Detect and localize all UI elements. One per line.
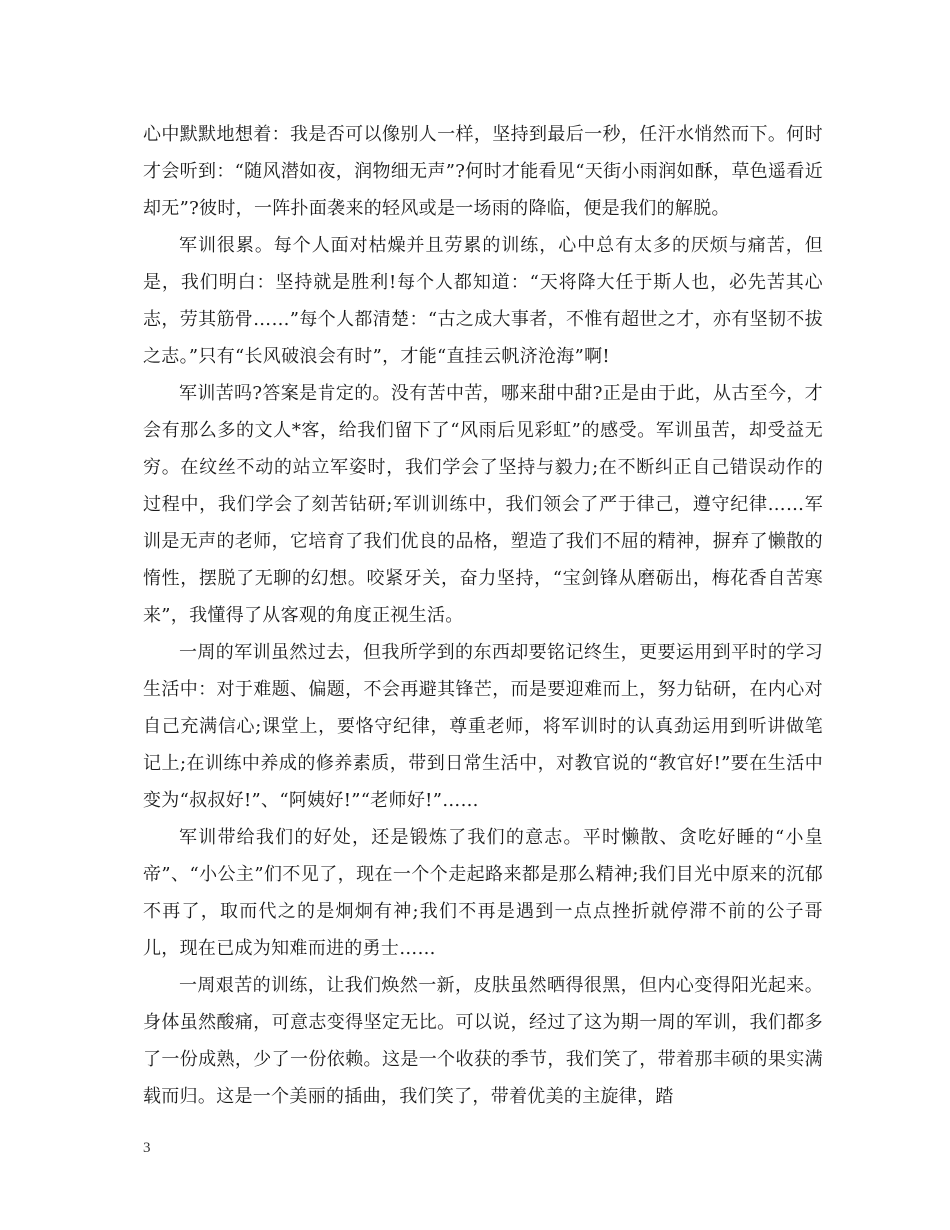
body-text [143, 116, 823, 1115]
paragraph-1: 心中默默地想着：我是否可以像别人一样，坚持到最后一秒，任汗水悄然而下。何时才会听到：“随风潜如夜，润物细无声”?何时才能看见“天街小雨润如酥，草色遥看近却无”?彼时，一阵扑面袭来的轻风或是一场雨的降临，便是我们的解脱。 [143, 124, 823, 219]
paragraph-6: 一周艰苦的训练，让我们焕然一新，皮肤虽然晒得很黑，但内心变得阳光起来。身体虽然酸痛，可意志变得坚定无比。可以说，经过了这为期一周的军训，我们都多了一份成熟，少了一份依赖。这是一个收获的季节，我们笑了，带着那丰硕的果实满载而归。这是一个美丽的插曲，我们笑了，带着优美的主旋律，踏 [143, 975, 823, 1107]
paragraph-5: 军训带给我们的好处，还是锻炼了我们的意志。平时懒散、贪吃好睡的“小皇帝”、“小公主”们不见了，现在一个个走起路来都是那么精神;我们目光中原来的沉郁不再了，取而代之的是炯炯有神;我们不再是遇到一点点挫折就停滞不前的公子哥儿，现在已成为知难而进的勇士…… [143, 827, 823, 959]
page-number: 3 [143, 1140, 151, 1156]
paragraph-4: 一周的军训虽然过去，但我所学到的东西却要铭记终生，更要运用到平时的学习生活中：对于难题、偏题，不会再避其锋芒，而是要迎难而上，努力钻研，在内心对自己充满信心;课堂上，要恪守纪律，尊重老师，将军训时的认真劲运用到听讲做笔记上;在训练中养成的修养素质，带到日常生活中，对教官说的“教官好!”要在生活中变为“叔叔好!”、“阿姨好!”“老师好!”…… [143, 642, 823, 811]
paragraph-3: 军训苦吗?答案是肯定的。没有苦中苦，哪来甜中甜?正是由于此，从古至今，才会有那么多的文人*客，给我们留下了“风雨后见彩虹”的感受。军训虽苦，却受益无穷。在纹丝不动的站立军姿时，我们学会了坚持与毅力;在不断纠正自己错误动作的过程中，我们学会了刻苦钻研;军训训练中，我们领会了严于律己，遵守纪律……军训是无声的老师，它培育了我们优良的品格，塑造了我们不屈的精神，摒弃了懒散的惰性，摆脱了无聊的幻想。咬紧牙关，奋力坚持，“宝剑锋从磨砺出，梅花香自苦寒来”，我懂得了从客观的角度正视生活。 [143, 383, 823, 626]
paragraph-2: 军训很累。每个人面对枯燥并且劳累的训练，心中总有太多的厌烦与痛苦，但是，我们明白：坚持就是胜利!每个人都知道：“天将降大任于斯人也，必先苦其心志，劳其筋骨……”每个人都清楚：“古之成大事者，不惟有超世之才，亦有坚韧不拔之志。”只有“长风破浪会有时”，才能“直挂云帆济沧海”啊! [143, 235, 823, 367]
